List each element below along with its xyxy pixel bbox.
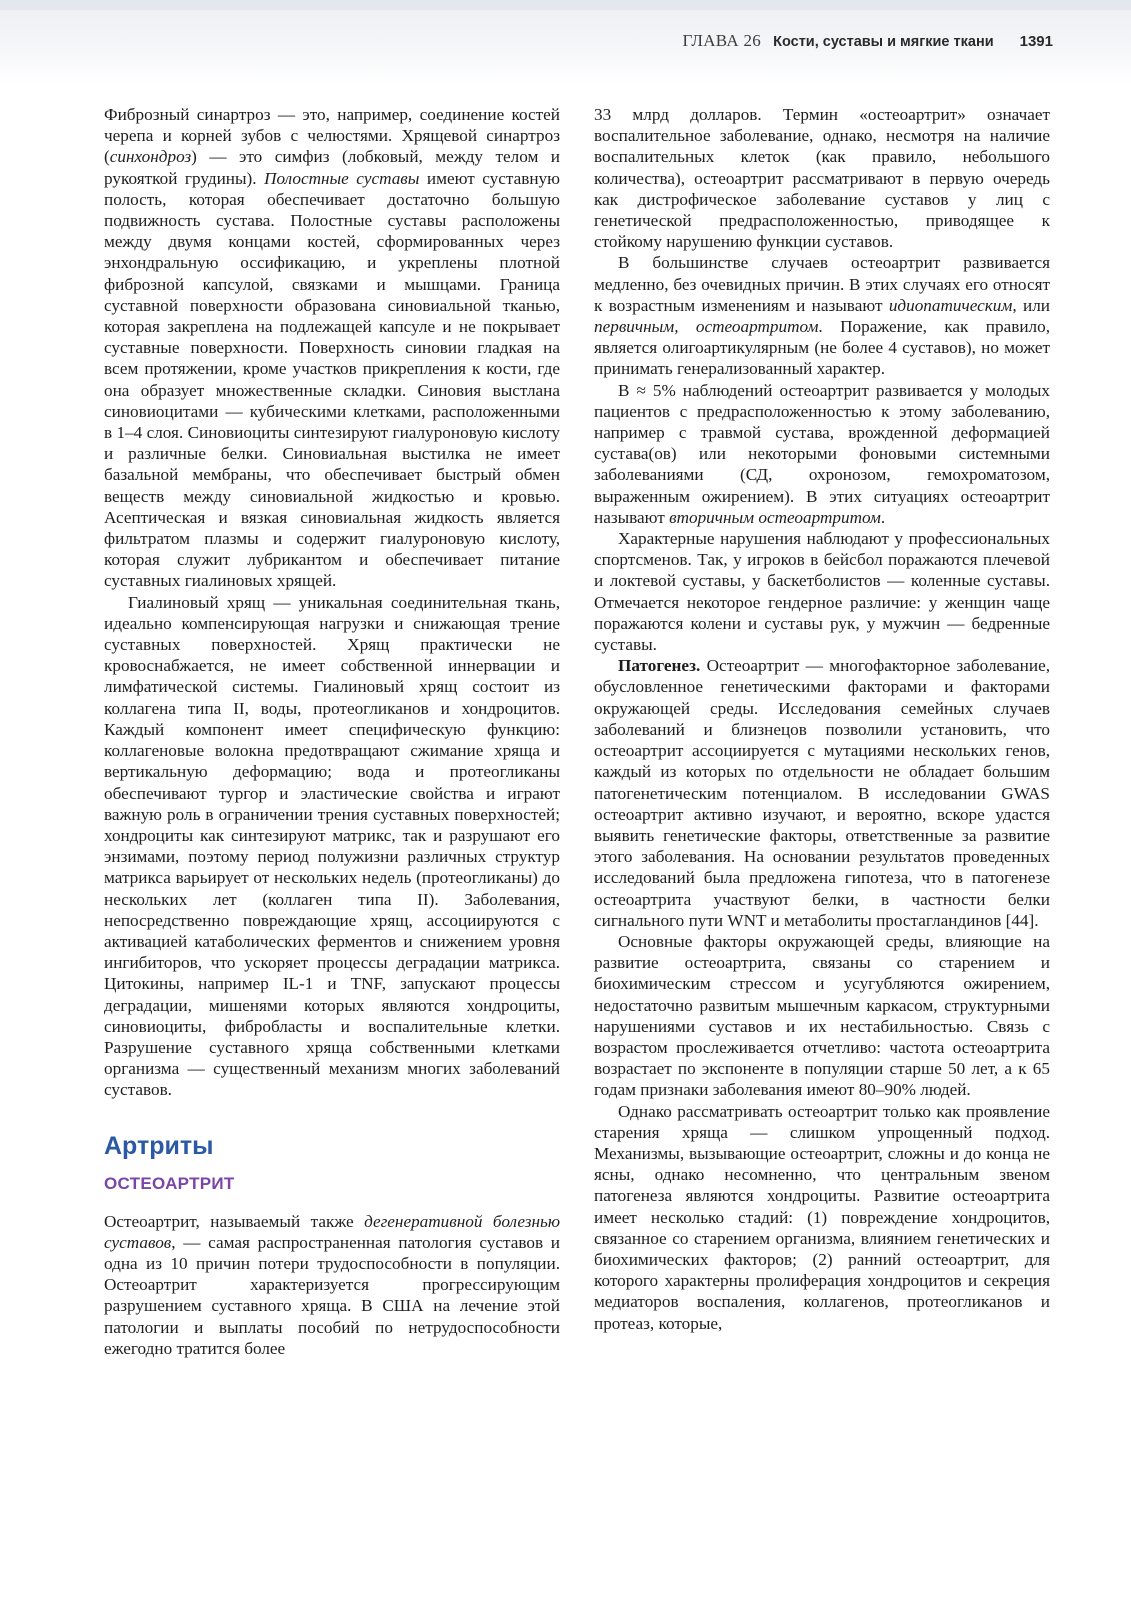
paragraph: 33 млрд долларов. Термин «остеоартрит» означает воспалительное заболевание, однако, несмотря на наличие воспалительных клеток (как правило, небольшого количества), остеоартрит рассматривают в первую очередь как дистрофическое заболевание суставов у лиц с генетической предрасположенностью, приводящее к стойкому нарушению функции суставов. — [594, 105, 1050, 252]
italic-term: дегенеративной болезнью суставов — [104, 1211, 560, 1252]
paragraph — [594, 252, 1050, 379]
text-run: В большинстве случаев остеоартрит развивается медленно, без очевидных причин. В этих случаях его относят к возрастным изменениям и называют — [594, 253, 1050, 315]
text-run: В ≈ 5% наблюдений остеоартрит развивается у молодых пациентов с предрасположенностью к этому заболеванию, например с травмой сустава, врожденной деформацией сустава(ов) или некоторыми фоновыми системными заболеваниями (СД, охронозом, гемохроматозом, выраженным ожирением). В этих ситуациях остеоартрит называют — [594, 380, 1050, 527]
text-run: , — самая распространенная патология суставов и одна из 10 причин потери трудоспособности в популяции. Остеоартрит характеризуется прогрессирующим разрушением суставного хряща. В США на лечение этой патологии и выплаты пособий по нетрудоспособности ежегодно тратится более — [104, 1232, 560, 1358]
chapter-label: ГЛАВА 26 — [682, 31, 762, 50]
paragraph — [104, 1211, 560, 1359]
paragraph: Основные факторы окружающей среды, влияющие на развитие остеоартрита, связаны со старением и биохимическим стрессом и усугубляются ожирением, недостаточно развитым мышечным каркасом, структурными нарушениями суставов и их нестабильностью. Связь с возрастом прослеживается отчетливо: частота остеоартрита возрастает по экспоненте в популяции старше 50 лет, а к 65 годам признаки заболевания имеют 80–90% людей. — [594, 931, 1050, 1100]
text-run: Остеоартрит, называемый также — [104, 1211, 365, 1231]
text-run: Остеоартрит — многофакторное заболевание, обусловленное генетическими факторами и факторами окружающей среды. Исследования семейных случаев заболеваний и близнецов позволили установить, что остеоартрит ассоциируется с мутациями нескольких генов, каждый из которых по отдельности не обладает большим патогенетическим потенциалом. В исследовании GWAS остеоартрит активно изучают, и вероятно, вскоре удастся выявить генетические факторы, ответственные за развитие этого заболевания. На основании результатов проведенных исследований была предложена гипотеза, что в патогенезе остеоартрита участвуют белки, в частности белки сигнального пути WNT и метаболиты простагландинов [44]. — [594, 656, 1050, 930]
text-run: . Поражение, как правило, является олигоартикулярным (не более 4 суставов), но может принимать генерализованный характер. — [594, 317, 1050, 379]
paragraph: Гиалиновый хрящ — уникальная соединительная ткань, идеально компенсирующая нагрузки и снижающая трение суставных поверхностей. Хрящ практически не кровоснабжается, не имеет собственной иннервации и лимфатической системы. Гиалиновый хрящ состоит из коллагена типа II, воды, протеогликанов и хондроцитов. Каждый компонент имеет специфическую функцию: коллагеновые волокна предотвращают сжимание хряща и вертикальную деформацию; вода и протеогликаны обеспечивают тургор и эластические свойства и играют важную роль в ограничении трения суставных поверхностей; хондроциты как синтезируют матрикс, так и разрушают его энзимами, поэтому период полужизни различных структур матрикса варьирует от нескольких недель (протеогликаны) до нескольких лет (коллаген типа II). Заболевания, непосредственно повреждающие хрящ, ассоциируются с активацией катаболических ферментов и снижением уровня ингибиторов, что ускоряет процессы деградации матрикса. Цитокины, например IL-1 и TNF, запускают процессы деградации, мишенями которых являются хондроциты, синовиоциты, фибробласты и воспалительные клетки. Разрушение суставного хряща собственными клетками организма — существенный механизм многих заболеваний суставов. — [104, 592, 560, 1100]
paragraph: Характерные нарушения наблюдают у профессиональных спортсменов. Так, у игроков в бейсбол поражаются плечевой и локтевой суставы, у баскетболистов — коленные суставы. Отмечается некоторое гендерное различие: у женщин чаще поражаются колени и суставы рук, у мужчин — бедренные суставы. — [594, 529, 1050, 655]
paragraph — [594, 655, 1050, 931]
paragraph: Однако рассматривать остеоартрит только как проявление старения хряща — слишком упрощенный подход. Механизмы, вызывающие остеоартрит, сложны и до конца не ясны, однако несомненно, что центральным звеном патогенеза являются хондроциты. Развитие остеоартрита имеет несколько стадий: (1) повреждение хондроцитов, связанное со старением организма, влиянием генетических и биохимических факторов; (2) ранний остеоартрит, для которого характерны пролиферация хондроцитов и секреция медиаторов воспаления, коллагенов, протеогликанов и протеаз, которые, — [594, 1101, 1050, 1333]
italic-term: идиопатическим — [888, 295, 1013, 315]
text-run: , или — [1012, 295, 1050, 315]
text-run: Фиброзный синартроз — это, например, соединение костей черепа и корней зубов с челюстями. Хрящевой синартроз ( — [104, 105, 560, 167]
paragraph — [104, 104, 560, 592]
running-head — [683, 31, 1053, 51]
run-in-heading: Патогенез. — [618, 656, 701, 676]
italic-term: синхондроз — [109, 147, 192, 167]
text-run: ) — это симфиз (лобковый, между телом и рукояткой грудины). — [104, 147, 560, 188]
right-column — [594, 104, 1050, 1334]
subsection-heading: ОСТЕОАРТРИТ — [104, 1173, 235, 1193]
italic-term: вторичным остеоартритом — [669, 507, 881, 527]
section-title: Кости, суставы и мягкие ткани — [773, 34, 994, 50]
page-number: 1391 — [1019, 33, 1053, 50]
italic-term: первичным, остеоартритом — [594, 317, 819, 337]
text-run: имеют суставную полость, которая обеспечивает достаточно большую подвижность сустава. Полостные суставы расположены между двумя концами костей, сформированных через энхондральную оссификацию, и укреплены плотной фиброзной капсулой, связками и мышцами. Граница суставной поверхности образована синовиальной тканью, которая закреплена на подлежащей капсуле и не покрывает суставные поверхности. Поверхность синовии гладкая на всем протяжении, кроме участков прикрепления к кости, где она образует множественные складки. Синовия выстлана синовиоцитами — кубическими клетками, расположенными в 1–4 слоя. Синовиоциты синтезируют гиалуроновую кислоту и различные белки. Синовиальная выстилка не имеет базальной мембраны, что обеспечивает быстрый обмен веществ между синовиальной жидкостью и кровью. Асептическая и вязкая синовиальная жидкость является фильтратом плазмы и содержит гиалуроновую кислоту, которая служит лубрикантом и обеспечивает питание суставных гиалиновых хрящей. — [104, 168, 560, 591]
paragraph — [594, 380, 1050, 528]
italic-term: Полостные суставы — [264, 168, 420, 188]
section-heading: Артриты — [104, 1131, 214, 1160]
left-column — [104, 104, 560, 1359]
text-run: . — [880, 507, 886, 527]
